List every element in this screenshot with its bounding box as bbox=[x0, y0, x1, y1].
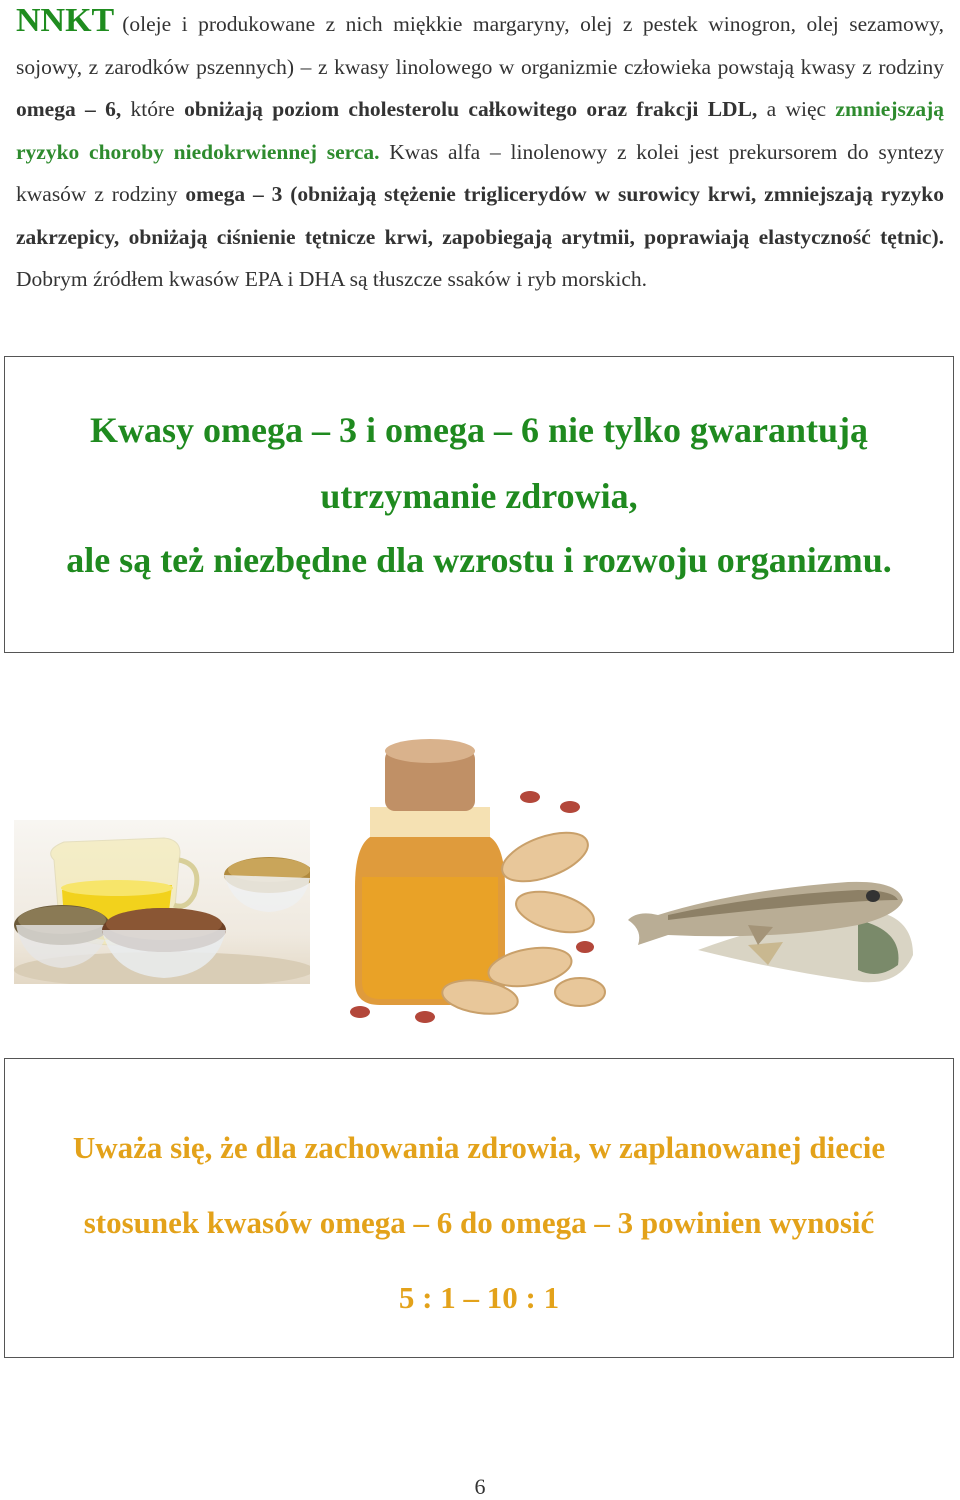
intro-paragraph bbox=[16, 0, 944, 301]
box1-line-1: Kwasy omega – 3 i omega – 6 nie tylko gwarantują bbox=[90, 410, 868, 450]
cholesterol-effect: obniżają poziom cholesterolu całkowitego oraz frakcji LDL, bbox=[184, 97, 758, 121]
dried-fish-photo bbox=[628, 870, 918, 1000]
box2-line-2: stosunek kwasów omega – 6 do omega – 3 powinien wynosić bbox=[83, 1205, 875, 1240]
intro-text-5: Dobrym źródłem kwasów EPA i DHA są tłuszcze ssaków i ryb morskich. bbox=[16, 267, 647, 291]
oil-bottle-and-peanuts-photo bbox=[330, 737, 609, 1030]
box2-line-3: 5 : 1 – 10 : 1 bbox=[398, 1280, 560, 1315]
heart-disease-risk: zmniejszają ryzyko choroby niedokrwiennej serca. bbox=[16, 97, 945, 164]
box1-line-3: ale są też niezbędne dla wzrostu i rozwoju organizmu. bbox=[66, 540, 892, 580]
omega3-effects: omega – 3 (obniżają stężenie triglicerydów w surowicy krwi, zmniejszają ryzyko zakrzepicy, obniżają ciśnienie tętnicze krwi, zapobiegają arytmii, poprawiają elastyczność tętnic). bbox=[16, 182, 945, 249]
omega-ratio-box bbox=[4, 1058, 954, 1358]
intro-text-1: (oleje i produkowane z nich miękkie margaryny, olej z pestek winogron, olej sezamowy, sojowy, z zarodków pszennych) – z kwasy linolowego w organizmie człowieka powstają kwasy z rodziny bbox=[16, 12, 944, 79]
oil-jug-and-seed-bowls-photo bbox=[14, 820, 310, 984]
intro-text-2: które bbox=[130, 97, 175, 121]
omega6-term: omega – 6, bbox=[16, 97, 122, 121]
page-number: 6 bbox=[474, 1474, 486, 1499]
nnkt-heading: NNKT bbox=[16, 2, 115, 39]
intro-text-4: Kwas alfa – linolenowy z kolei jest prekursorem do syntezy kwasów z rodziny bbox=[16, 139, 945, 206]
omega-importance-box bbox=[4, 356, 954, 653]
box1-line-2: utrzymanie zdrowia, bbox=[320, 476, 638, 516]
box2-line-1: Uważa się, że dla zachowania zdrowia, w zaplanowanej diecie bbox=[72, 1130, 886, 1165]
intro-text-3: a więc bbox=[766, 97, 827, 121]
